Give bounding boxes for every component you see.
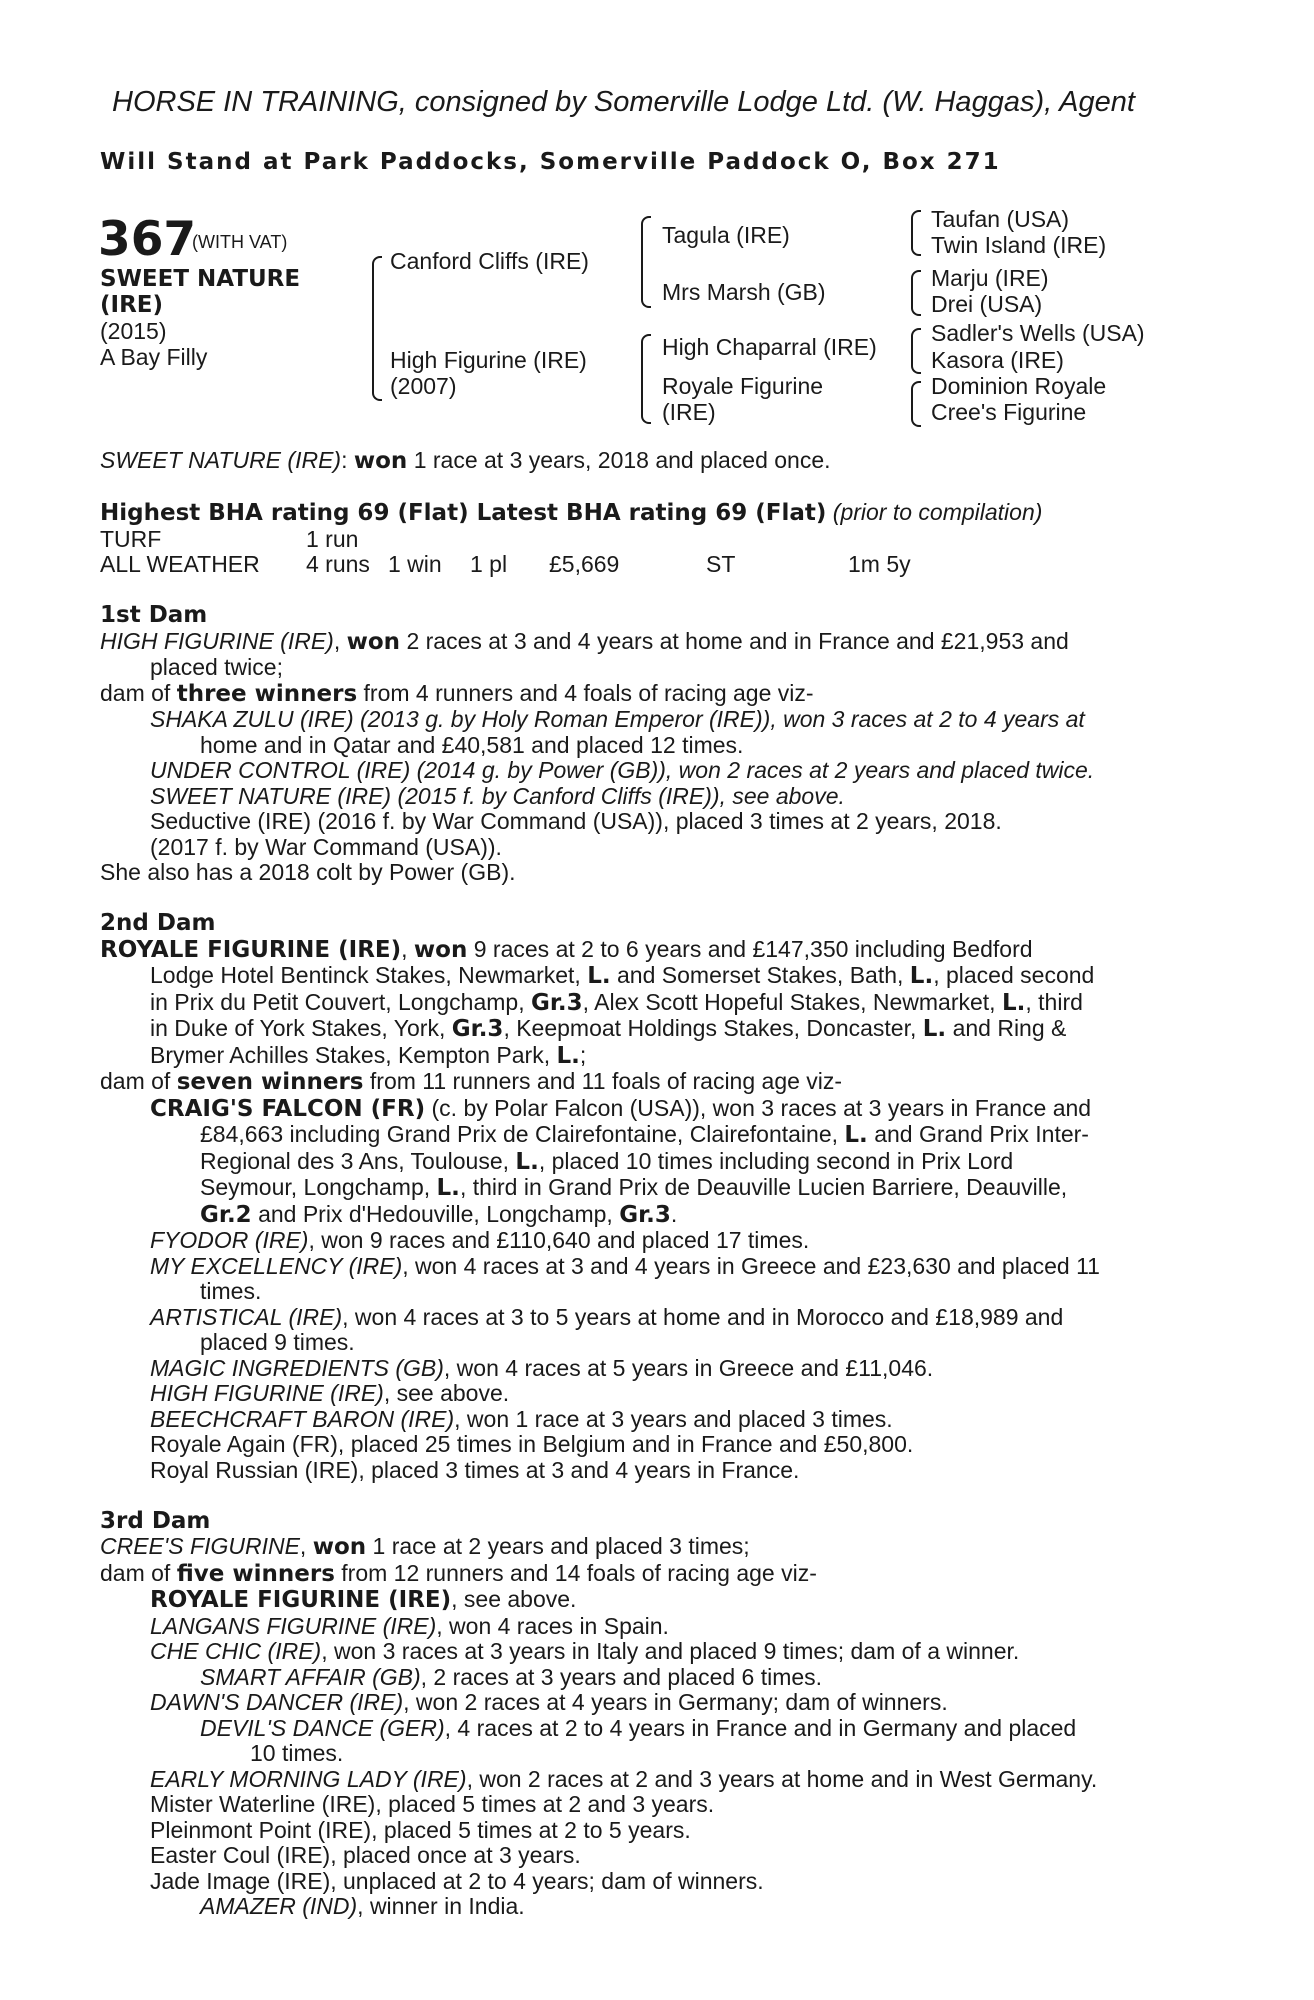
bha-rating-text: Highest BHA rating 69 (Flat) Latest BHA rating 69 (Flat) xyxy=(100,500,827,526)
sd-brace-top xyxy=(911,270,921,294)
ss-brace-top xyxy=(911,210,921,234)
aw-runs: 4 runs xyxy=(306,551,370,577)
produce-record: Royale Again (FR), placed 25 times in Belgium and in France and £50,800. xyxy=(150,1431,914,1457)
sire-dam-brace-top xyxy=(372,256,382,333)
pedigree-sire-dam: Mrs Marsh (GB) xyxy=(662,279,826,305)
sire-dam-brace-bottom xyxy=(372,331,382,401)
aw-prize: £5,669 xyxy=(549,551,620,577)
pedigree-dam-dam-suffix: (IRE) xyxy=(662,399,716,425)
pedigree-sire-sire: Tagula (IRE) xyxy=(662,222,790,248)
horse-name: SWEET NATURE xyxy=(100,266,301,292)
produce-record: CHE CHIC (IRE), won 3 races at 3 years in Italy and placed 9 times; dam of a winner. xyxy=(150,1638,1020,1664)
produce-record: Regional des 3 Ans, Toulouse, L., placed 10 times including second in Prix Lord xyxy=(200,1147,1014,1175)
third-dam-heading: 3rd Dam xyxy=(100,1507,211,1534)
aw-label: ALL WEATHER xyxy=(100,551,260,577)
produce-record: DAWN'S DANCER (IRE), won 2 races at 4 years in Germany; dam of winners. xyxy=(150,1689,948,1715)
produce-record: BEECHCRAFT BARON (IRE), won 1 race at 3 years and placed 3 times. xyxy=(150,1405,893,1432)
produce-record: placed 9 times. xyxy=(200,1329,355,1355)
pedigree-dam-dam: Royale Figurine xyxy=(662,373,824,399)
aw-placed: 1 pl xyxy=(470,551,508,577)
bha-ratings xyxy=(100,500,1210,527)
produce-record: UNDER CONTROL (IRE) (2014 g. by Power (GB)), won 2 races at 2 years and placed twice. xyxy=(150,757,1095,783)
pedigree-dam-year: (2007) xyxy=(390,373,457,399)
sire-parents-brace-top xyxy=(641,216,651,262)
third-dam-line: CREE'S FIGURINE, won 1 race at 2 years and placed 3 times; xyxy=(100,1533,750,1560)
pedigree-ds-sire: Sadler's Wells (USA) xyxy=(931,320,1145,346)
horse-description: A Bay Filly xyxy=(100,344,208,370)
pedigree-ss-sire: Taufan (USA) xyxy=(931,206,1070,232)
vat-note: (WITH VAT) xyxy=(192,232,288,252)
pedigree-dam-sire: High Chaparral (IRE) xyxy=(662,334,877,360)
first-dam-line: HIGH FIGURINE (IRE), won 2 races at 3 and 4 years at home and in France and £21,953 and xyxy=(100,627,1069,655)
turf-runs: 1 run xyxy=(306,525,359,552)
second-dam-line: in Duke of York Stakes, York, Gr.3, Keepmoat Holdings Stakes, Doncaster, L. and Ring & xyxy=(150,1015,1067,1042)
stand-location: Will Stand at Park Paddocks, Somerville Paddock O, Box 271 xyxy=(100,149,1001,175)
first-dam-heading: 1st Dam xyxy=(100,602,208,628)
produce-record: Seductive (IRE) (2016 f. by War Command (USA)), placed 3 times at 2 years, 2018. xyxy=(150,808,1002,834)
all-weather-record xyxy=(100,552,1210,578)
second-dam-line: in Prix du Petit Couvert, Longchamp, Gr.3, Alex Scott Hopeful Stakes, Newmarket, L., third xyxy=(150,988,1083,1016)
produce-record: times. xyxy=(200,1278,262,1304)
produce-record: MY EXCELLENCY (IRE), won 4 races at 3 and 4 years in Greece and £23,630 and placed 11 xyxy=(150,1252,1100,1279)
produce-record: HIGH FIGURINE (IRE), see above. xyxy=(150,1380,510,1406)
produce-record: DEVIL'S DANCE (GER), 4 races at 2 to 4 years in France and in Germany and placed xyxy=(200,1714,1077,1741)
pedigree-sd-dam: Drei (USA) xyxy=(931,291,1043,317)
summary-won: won xyxy=(353,448,408,474)
aw-distance: 1m 5y xyxy=(848,551,911,577)
produce-record: ARTISTICAL (IRE), won 4 races at 3 to 5 years at home and in Morocco and £18,989 and xyxy=(150,1303,1064,1330)
produce-record: Gr.2 and Prix d'Hedouville, Longchamp, Gr.3. xyxy=(200,1200,678,1228)
pedigree-ss-dam: Twin Island (IRE) xyxy=(931,232,1107,258)
dd-brace-bottom xyxy=(911,403,921,427)
pedigree-sire: Canford Cliffs (IRE) xyxy=(390,248,589,274)
turf-label: TURF xyxy=(100,525,162,552)
bha-rating-note: (prior to compilation) xyxy=(832,499,1043,525)
produce-record: SHAKA ZULU (IRE) (2013 g. by Holy Roman Emperor (IRE)), won 3 races at 2 to 4 years at xyxy=(150,706,1085,732)
dam-parents-brace-top xyxy=(641,334,651,378)
catalogue-body xyxy=(100,448,1210,1920)
consignment-header: HORSE IN TRAINING, consigned by Somerville Lodge Ltd. (W. Haggas), Agent xyxy=(112,86,1135,118)
pedigree-sd-sire: Marju (IRE) xyxy=(931,265,1049,291)
produce-record: MAGIC INGREDIENTS (GB), won 4 races at 5 years in Greece and £11,046. xyxy=(150,1354,934,1381)
produce-record: Mister Waterline (IRE), placed 5 times at 2 and 3 years. xyxy=(150,1791,715,1817)
aw-wins: 1 win xyxy=(388,551,442,577)
pedigree-ds-dam: Kasora (IRE) xyxy=(931,347,1064,373)
pedigree-dam: High Figurine (IRE) xyxy=(390,347,587,373)
first-dam-line: She also has a 2018 colt by Power (GB). xyxy=(100,859,516,885)
dam-parents-brace-bottom xyxy=(641,376,651,424)
first-dam-line: placed twice; xyxy=(150,654,283,680)
produce-record: AMAZER (IND), winner in India. xyxy=(200,1893,525,1919)
turf-record xyxy=(100,527,1210,553)
produce-record: Jade Image (IRE), unplaced at 2 to 4 years; dam of winners. xyxy=(150,1867,764,1894)
second-dam-heading: 2nd Dam xyxy=(100,910,216,936)
produce-record: CRAIG'S FALCON (FR) (c. by Polar Falcon (USA)), won 3 races at 3 years in France and xyxy=(150,1094,1092,1122)
summary-horse-name: SWEET NATURE (IRE) xyxy=(100,447,342,473)
produce-record: £84,663 including Grand Prix de Clairefontaine, Clairefontaine, L. and Grand Prix Inter- xyxy=(200,1121,1089,1148)
produce-record: SMART AFFAIR (GB), 2 races at 3 years and placed 6 times. xyxy=(200,1663,823,1690)
produce-record: SWEET NATURE (IRE) (2015 f. by Canford Cliffs (IRE)), see above. xyxy=(150,782,845,809)
lot-number: 367 xyxy=(98,212,197,267)
sd-brace-bottom xyxy=(911,292,921,316)
produce-record: Royal Russian (IRE), placed 3 times at 3 and 4 years in France. xyxy=(150,1456,800,1483)
horse-name-suffix: (IRE) xyxy=(100,292,164,318)
produce-record: Seymour, Longchamp, L., third in Grand Prix de Deauville Lucien Barriere, Deauville, xyxy=(200,1174,1068,1201)
produce-record: home and in Qatar and £40,581 and placed 12 times. xyxy=(200,731,744,758)
produce-record: 10 times. xyxy=(250,1740,344,1766)
second-dam-line: Lodge Hotel Bentinck Stakes, Newmarket, L. and Somerset Stakes, Bath, L., placed second xyxy=(150,962,1095,989)
second-dam-line: dam of seven winners from 11 runners and 11 foals of racing age viz- xyxy=(100,1068,843,1095)
produce-record: EARLY MORNING LADY (IRE), won 2 races at 2 and 3 years at home and in West Germany. xyxy=(150,1765,1098,1792)
sire-parents-brace-bottom xyxy=(641,260,651,308)
second-dam-line: Brymer Achilles Stakes, Kempton Park, L.; xyxy=(150,1041,587,1069)
produce-record: LANGANS FIGURINE (IRE), won 4 races in Spain. xyxy=(150,1612,669,1639)
summary-details: 1 race at 3 years, 2018 and placed once. xyxy=(413,447,831,473)
pedigree-dd-dam: Cree's Figurine xyxy=(931,399,1087,425)
produce-record: ROYALE FIGURINE (IRE), see above. xyxy=(150,1586,577,1613)
ds-brace-bottom xyxy=(911,350,921,374)
produce-record: Pleinmont Point (IRE), placed 5 times at 2 to 5 years. xyxy=(150,1816,691,1843)
produce-record: FYODOR (IRE), won 9 races and £110,640 and placed 17 times. xyxy=(150,1227,810,1253)
ss-brace-bottom xyxy=(911,232,921,256)
aw-surface: ST xyxy=(706,551,736,577)
produce-record: (2017 f. by War Command (USA)). xyxy=(150,833,502,860)
first-dam-line: dam of three winners from 4 runners and 4 foals of racing age viz- xyxy=(100,679,814,707)
third-dam-line: dam of five winners from 12 runners and 14 foals of racing age viz- xyxy=(100,1559,817,1587)
pedigree-dd-sire: Dominion Royale xyxy=(931,373,1107,399)
second-dam-line: ROYALE FIGURINE (IRE), won 9 races at 2 to 6 years and £147,350 including Bedford xyxy=(100,935,1033,963)
ds-brace-top xyxy=(911,328,921,352)
dd-brace-top xyxy=(911,381,921,405)
produce-record: Easter Coul (IRE), placed once at 3 years. xyxy=(150,1842,581,1868)
race-summary: SWEET NATURE (IRE): won 1 race at 3 years, 2018 and placed once. xyxy=(100,447,831,474)
foaling-year: (2015) xyxy=(100,318,167,344)
